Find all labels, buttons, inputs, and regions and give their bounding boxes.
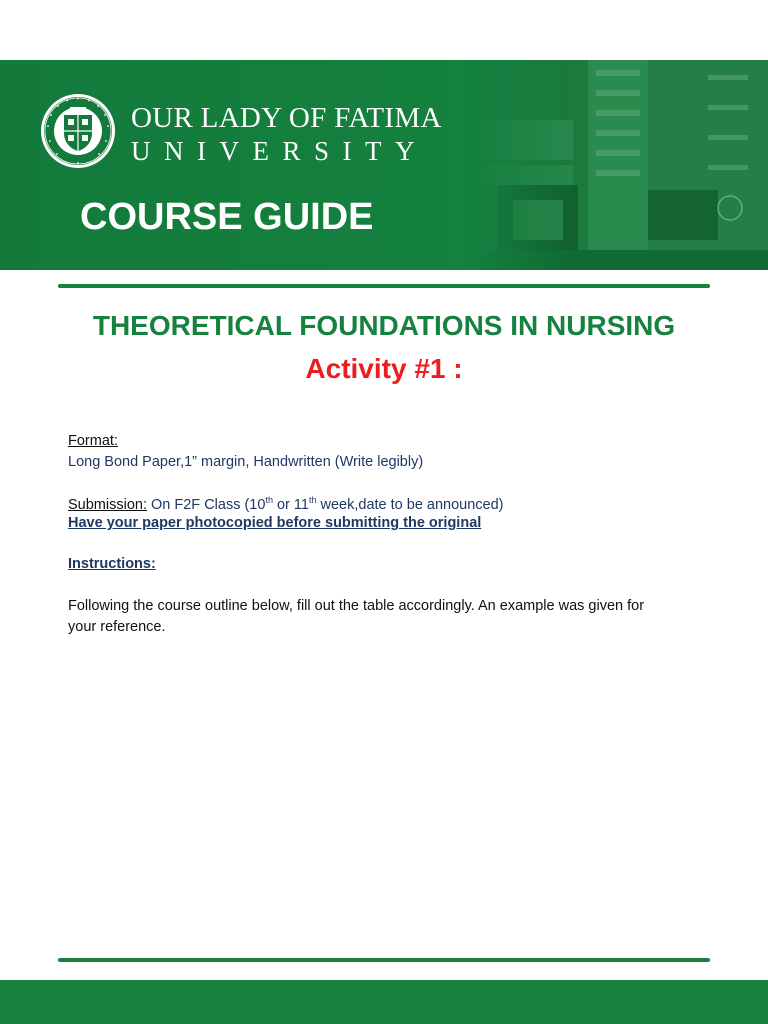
footer-band <box>0 980 768 1024</box>
university-name-line2: UNIVERSITY <box>131 136 428 166</box>
top-divider <box>58 284 710 288</box>
campus-building-image <box>468 60 768 270</box>
instructions-text-line1: Following the course outline below, fill out the table accordingly. An example was given for <box>68 598 645 614</box>
university-name-line1: OUR LADY OF FATIMA <box>131 102 442 134</box>
submission-sup1: th <box>265 495 273 505</box>
submission-prefix: On F2F Class (10 <box>146 496 266 513</box>
university-seal-icon <box>40 93 116 169</box>
submission-middle: or 11 <box>272 496 309 513</box>
bottom-divider <box>58 958 710 962</box>
photocopy-note: Have your paper photocopied before submitting the original <box>68 515 482 531</box>
header-banner <box>0 60 768 270</box>
submission-sup2: th <box>308 495 317 505</box>
submission-suffix: week,date to be announced) <box>316 496 504 513</box>
subject-title: THEORETICAL FOUNDATIONS IN NURSING <box>92 310 676 341</box>
instructions-text-line2: your reference. <box>68 619 166 635</box>
instructions-label: Instructions: <box>68 556 156 572</box>
format-label: Format: <box>68 433 118 449</box>
submission-line <box>68 495 504 513</box>
submission-label: Submission: <box>68 496 147 513</box>
document-type-title: COURSE GUIDE <box>80 196 374 238</box>
activity-title: Activity #1 : <box>305 353 463 384</box>
format-value: Long Bond Paper,1” margin, Handwritten (Write legibly) <box>68 454 424 470</box>
